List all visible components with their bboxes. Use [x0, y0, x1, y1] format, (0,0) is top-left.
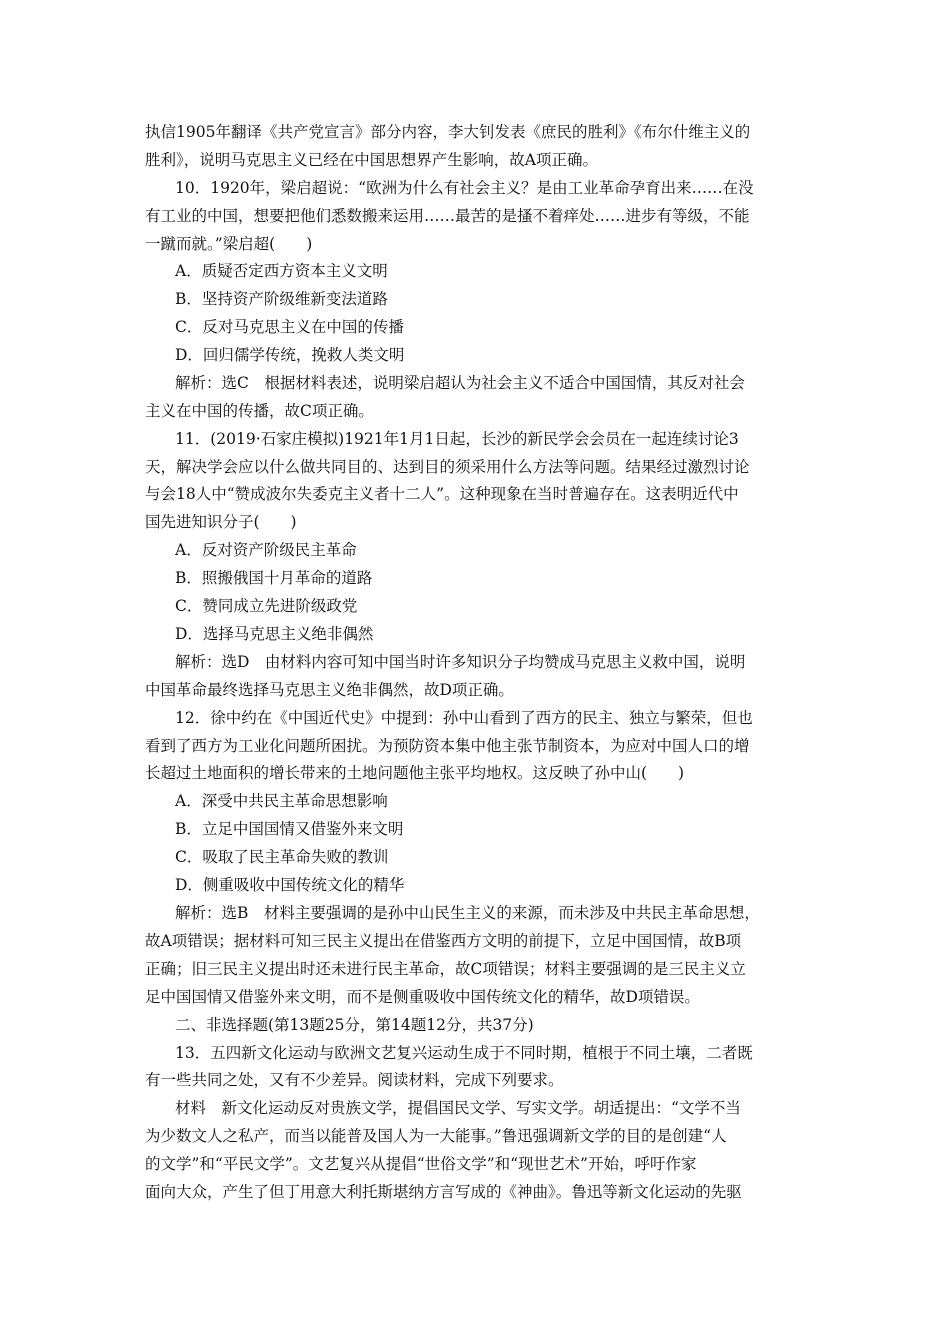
option-c: C．吸取了民主革命失败的教训 — [175, 848, 389, 866]
question-12-stem: 12．徐中约在《中国近代史》中提到：孙中山看到了西方的民主、独立与繁荣，但也 — [175, 709, 753, 727]
option-b: B．照搬俄国十月革命的道路 — [175, 569, 373, 587]
text-line: 看到了西方为工业化问题所困扰。为预防资本集中他主张节制资本，为应对中国人口的增 — [145, 737, 750, 755]
text-line: 主义在中国的传播，故C项正确。 — [145, 402, 374, 420]
answer-explanation: 解析：选B 材料主要强调的是孙中山民生主义的来源，而未涉及中共民主革命思想， — [175, 904, 760, 922]
text-line: 故A项错误；据材料可知三民主义提出在借鉴西方文明的前提下，立足中国国情，故B项 — [145, 932, 742, 950]
text-line: 有一些共同之处，又有不少差异。阅读材料，完成下列要求。 — [145, 1071, 564, 1089]
text-line: 一蹴而就。”梁启超( ) — [145, 235, 313, 253]
option-a: A．反对资产阶级民主革命 — [175, 541, 357, 559]
answer-explanation: 解析：选D 由材料内容可知中国当时许多知识分子均赞成马克思主义救中国，说明 — [175, 653, 746, 671]
material-text: 材料 新文化运动反对贵族文学，提倡国民文学、写实文学。胡适提出：“文学不当 — [175, 1099, 741, 1117]
text-line: 胜利》，说明马克思主义已经在中国思想界产生影响，故A项正确。 — [145, 151, 598, 169]
answer-explanation: 解析：选C 根据材料表述，说明梁启超认为社会主义不适合中国国情，其反对社会 — [175, 374, 745, 392]
text-line: 面向大众，产生了但丁用意大利托斯堪纳方言写成的《神曲》。鲁迅等新文化运动的先驱 — [145, 1183, 742, 1201]
question-13-stem: 13．五四新文化运动与欧洲文艺复兴运动生成于不同时期，植根于不同土壤，二者既 — [175, 1044, 753, 1062]
question-11-stem: 11．(2019·石家庄模拟)1921年1月1日起，长沙的新民学会会员在一起连续讨论3 — [175, 430, 739, 448]
option-b: B．坚持资产阶级维新变法道路 — [175, 290, 388, 308]
text-line: 天，解决学会应以什么做共同目的、达到目的须采用什么方法等问题。结果经过激烈讨论 — [145, 458, 750, 476]
text-line: 长超过土地面积的增长带来的土地问题他主张平均地权。这反映了孙中山( ) — [145, 764, 685, 782]
text-line: 有工业的中国，想要把他们悉数搬来运用……最苦的是搔不着痒处……进步有等级，不能 — [145, 207, 750, 225]
text-line: 与会18人中“赞成波尔失委克主义者十二人”。这种现象在当时普遍存在。这表明近代中 — [145, 485, 739, 503]
text-line: 的文学”和“平民文学”。文艺复兴从提倡“世俗文学”和“现世艺术”开始，呼吁作家 — [145, 1155, 697, 1173]
text-line: 足中国国情又借鉴外来文明，而不是侧重吸收中国传统文化的精华，故D项错误。 — [145, 988, 700, 1006]
option-a: A．深受中共民主革命思想影响 — [175, 792, 388, 810]
option-b: B．立足中国国情又借鉴外来文明 — [175, 820, 404, 838]
text-line: 正确；旧三民主义提出时还未进行民主革命，故C项错误；材料主要强调的是三民主义立 — [145, 960, 746, 978]
section-heading: 二、非选择题(第13题25分，第14题12分，共37分) — [175, 1016, 534, 1034]
option-c: C．反对马克思主义在中国的传播 — [175, 318, 404, 336]
text-line: 国先进知识分子( ) — [145, 513, 297, 531]
option-d: D．选择马克思主义绝非偶然 — [175, 625, 374, 643]
text-line: 中国革命最终选择马克思主义绝非偶然，故D项正确。 — [145, 681, 514, 699]
option-a: A．质疑否定西方资本主义文明 — [175, 262, 388, 280]
option-d: D．侧重吸收中国传统文化的精华 — [175, 876, 405, 894]
text-line: 执信1905年翻译《共产党宣言》部分内容，李大钊发表《庶民的胜利》《布尔什维主义的 — [145, 123, 751, 141]
text-line: 为少数文人之私产，而当以能普及国人为一大能事。”鲁迅强调新文学的目的是创建“人 — [145, 1127, 727, 1145]
option-d: D．回归儒学传统，挽救人类文明 — [175, 346, 405, 364]
question-10-stem: 10．1920年，梁启超说：“欧洲为什么有社会主义？是由工业革命孕育出来……在没 — [175, 179, 754, 197]
option-c: C．赞同成立先进阶级政党 — [175, 597, 358, 615]
